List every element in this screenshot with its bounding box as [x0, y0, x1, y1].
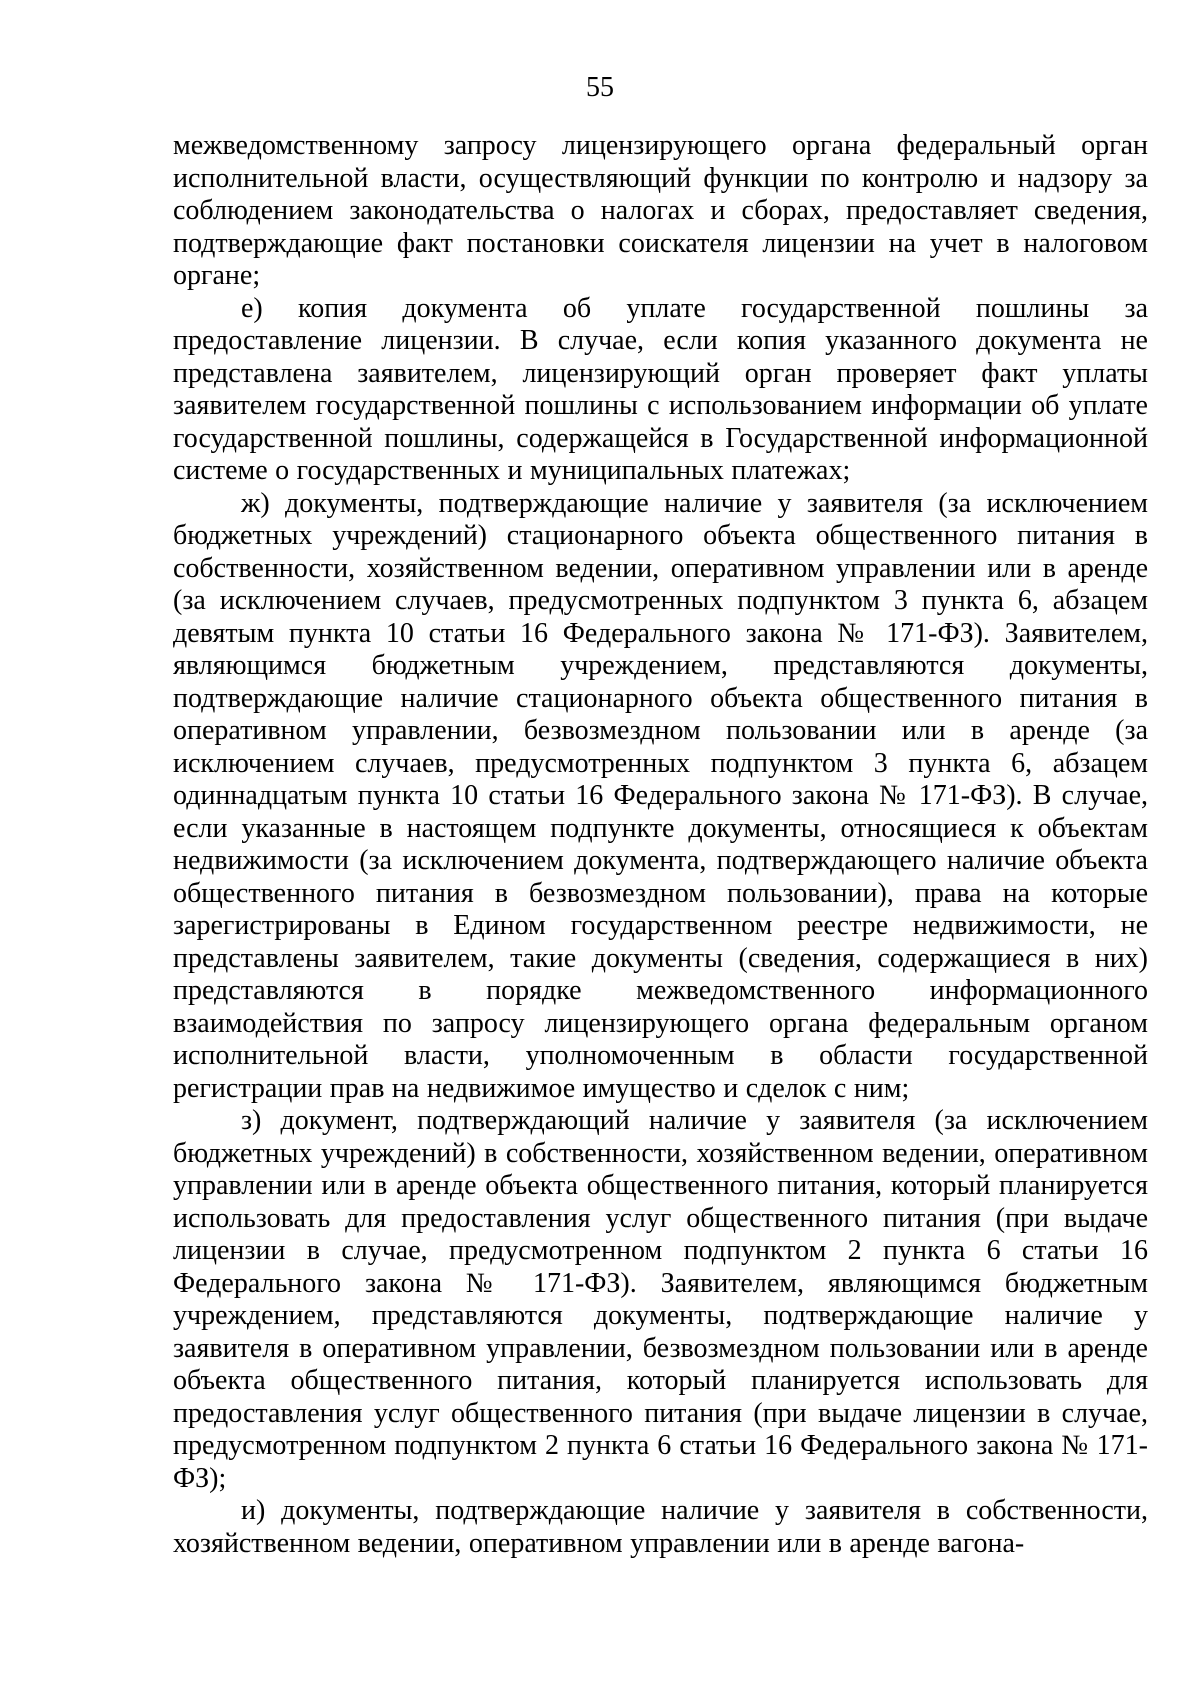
paragraph-item-z: з) документ, подтверждающий наличие у заявителя (за исключением бюджетных учреждений) в собственности, хозяйственном ведении, оперативном управлении или в аренде объекта общественного питания, который планируется использовать для предоставления услуг общественного питания (при выдаче лицензии в случае, предусмотренном подпунктом 2 пункта 6 статьи 16 Федерального закона № 171-ФЗ). Заявителем, являющимся бюджетным учреждением, представляются документы, подтверждающие наличие у заявителя в оперативном управлении, безвозмездном пользовании или в аренде объекта общественного питания, который планируется использовать для предоставления услуг общественного питания (при выдаче лицензии в случае, предусмотренном подпунктом 2 пункта 6 статьи 16 Федерального закона № 171-ФЗ);	[173, 1105, 1148, 1494]
paragraph-item-zh: ж) документы, подтверждающие наличие у заявителя (за исключением бюджетных учреждений) стационарного объекта общественного питания в собственности, хозяйственном ведении, оперативном управлении или в аренде (за исключением случаев, предусмотренных подпунктом 3 пункта 6, абзацем девятым пункта 10 статьи 16 Федерального закона № 171-ФЗ). Заявителем, являющимся бюджетным учреждением, представляются документы, подтверждающие наличие стационарного объекта общественного питания в оперативном управлении, безвозмездном пользовании или в аренде (за исключением случаев, предусмотренных подпунктом 3 пункта 6, абзацем одиннадцатым пункта 10 статьи 16 Федерального закона № 171-ФЗ). В случае, если указанные в настоящем подпункте документы, относящиеся к объектам недвижимости (за исключением документа, подтверждающего наличие объекта общественного питания в безвозмездном пользовании), права на которые зарегистрированы в Едином государственном реестре недвижимости, не представлены заявителем, такие документы (сведения, содержащиеся в них) представляются в порядке межведомственного информационного взаимодействия по запросу лицензирующего органа федеральным органом исполнительной власти, уполномоченным в области государственной регистрации прав на недвижимое имущество и сделок с ним;	[173, 487, 1148, 1104]
page-number: 55	[586, 72, 614, 103]
paragraph-item-e: е) копия документа об уплате государственной пошлины за предоставление лицензии. В случае, если копия указанного документа не представлена заявителем, лицензирующий орган проверяет факт уплаты заявителем государственной пошлины с использованием информации об уплате государственной пошлины, содержащейся в Государственной информационной системе о государственных и муниципальных платежах;	[173, 292, 1148, 486]
paragraph-item-i: и) документы, подтверждающие наличие у заявителя в собственности, хозяйственном ведении, оперативном управлении или в аренде вагона-	[173, 1495, 1148, 1559]
document-body	[173, 130, 1148, 1560]
paragraph-continuation: межведомственному запросу лицензирующего органа федеральный орган исполнительной власти, осуществляющий функции по контролю и надзору за соблюдением законодательства о налогах и сборах, предоставляет сведения, подтверждающие факт постановки соискателя лицензии на учет в налоговом органе;	[173, 130, 1148, 291]
